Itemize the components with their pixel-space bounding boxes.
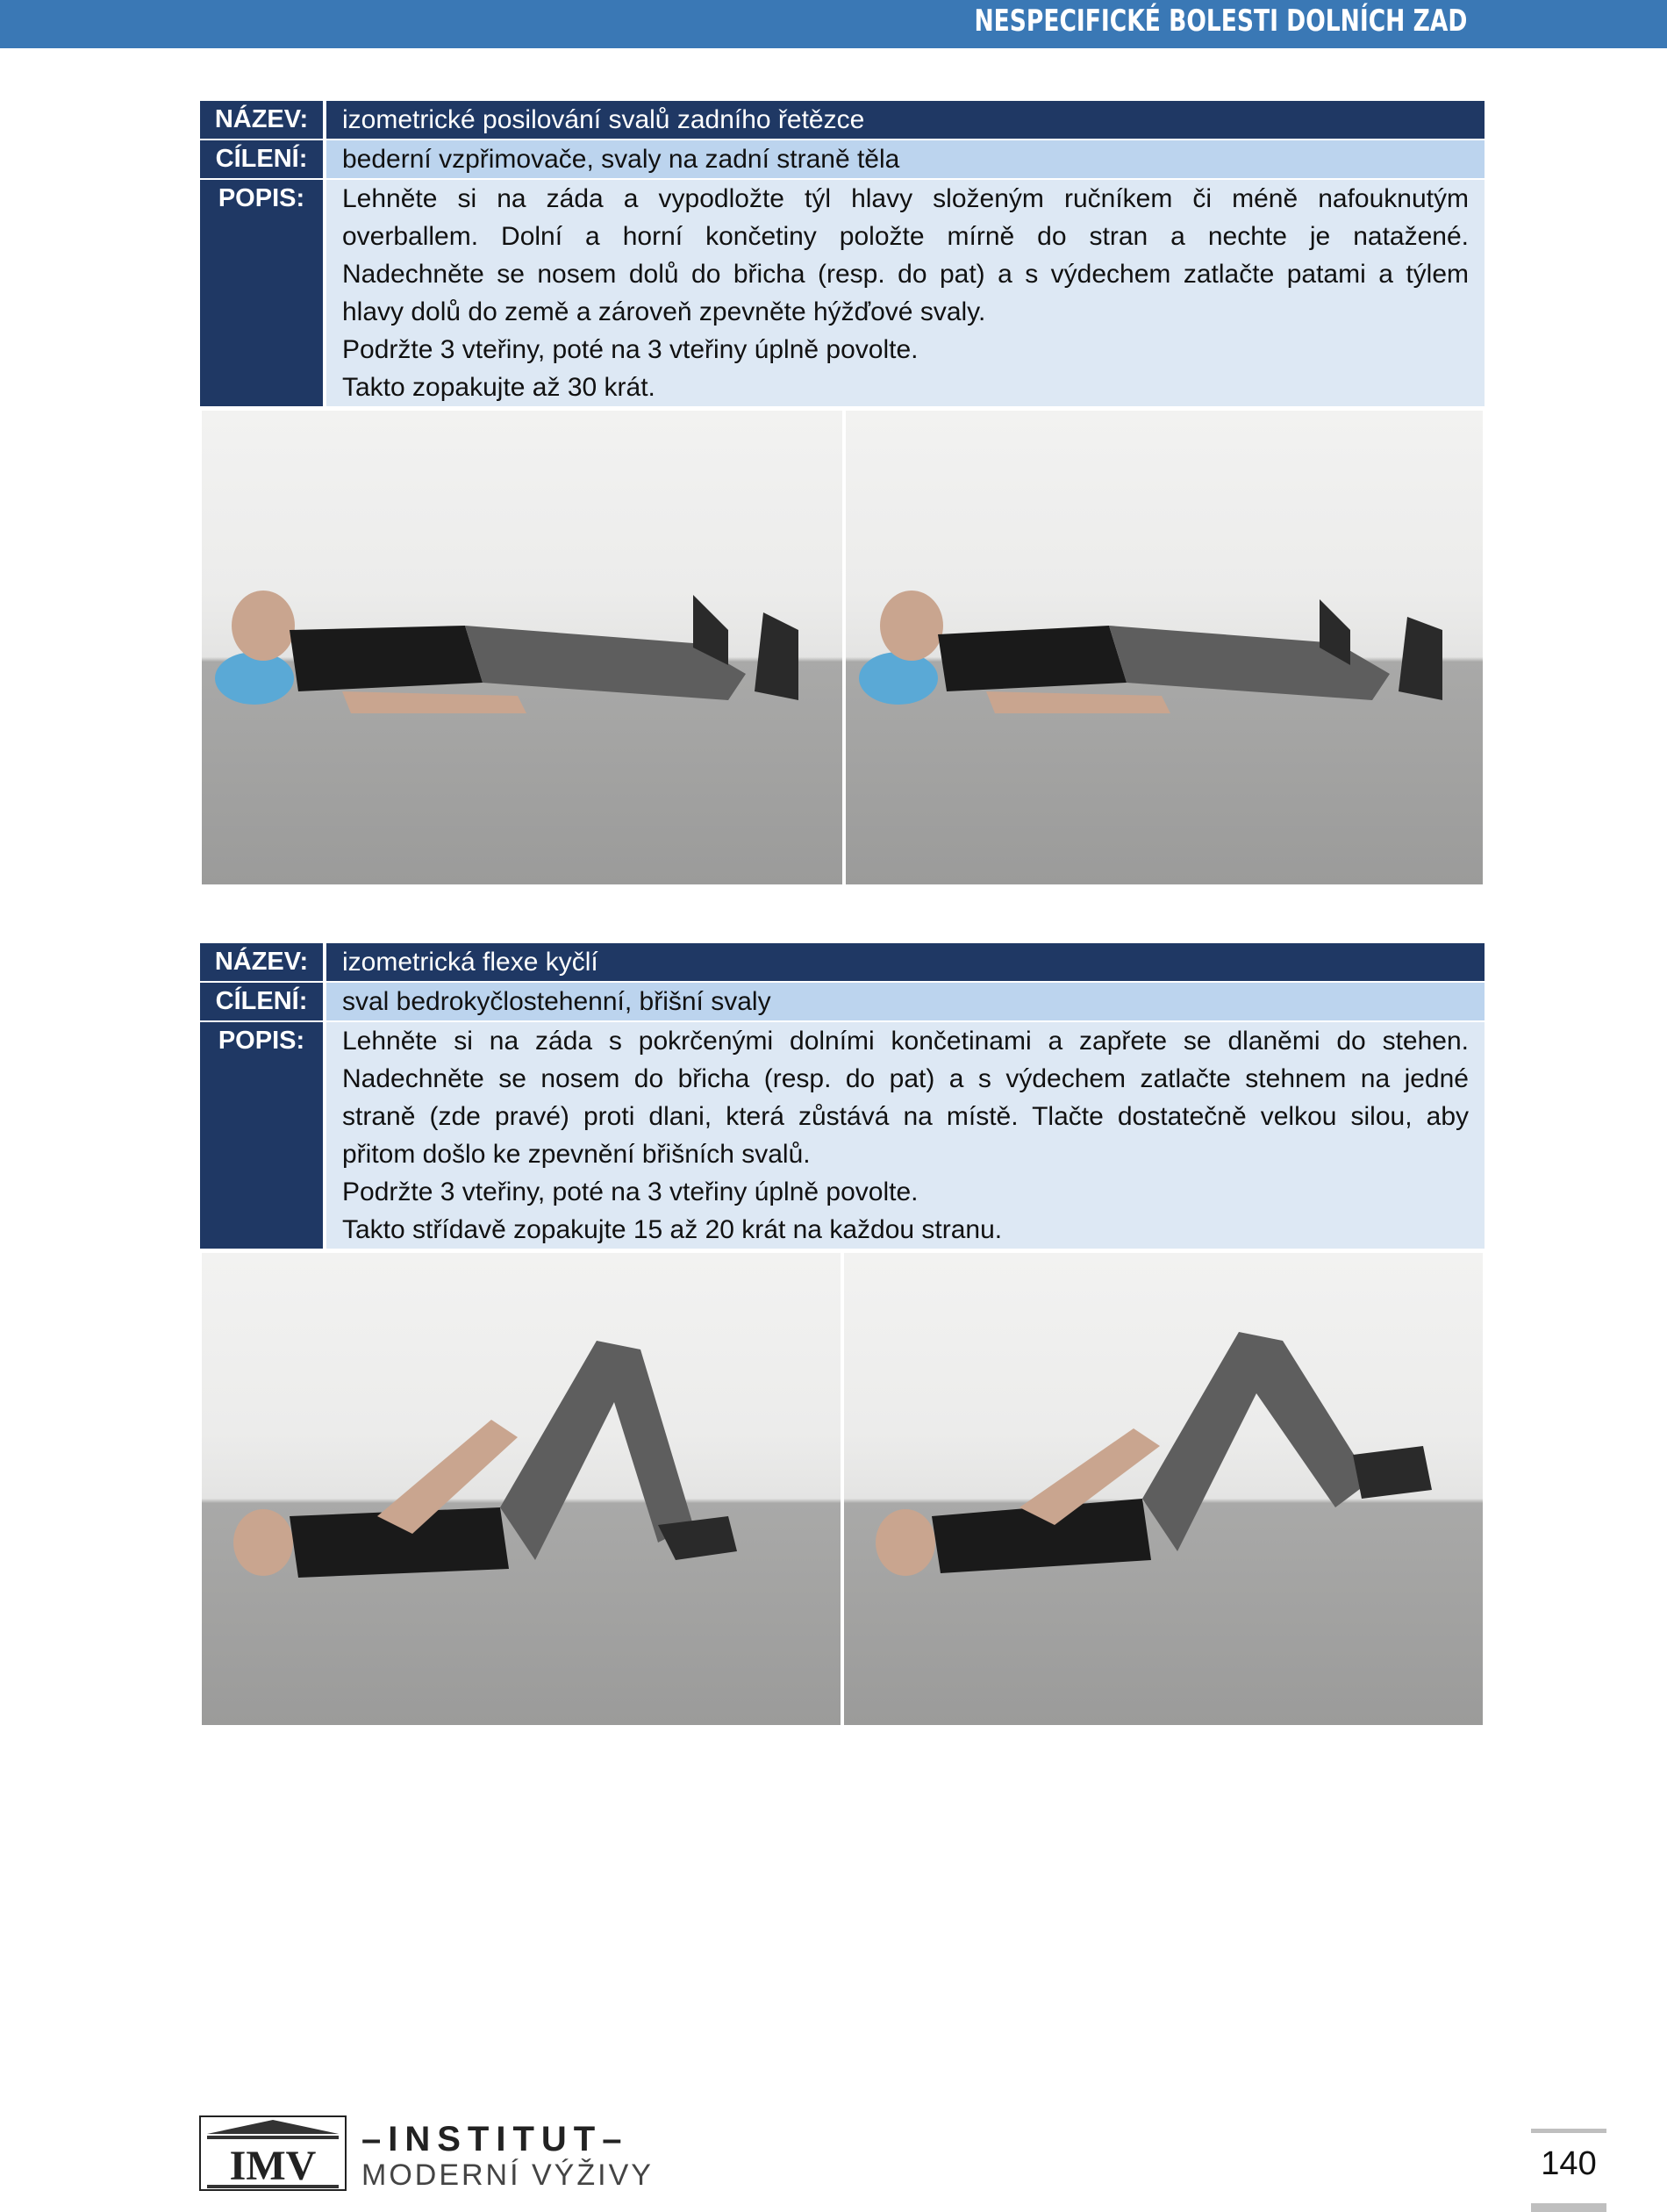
logo-line-1: –INSTITUT– [361, 2120, 629, 2158]
description-label: POPIS: [200, 1022, 323, 1249]
exercise-description [326, 1022, 1485, 1249]
exercise-2-photo-start [202, 1253, 841, 1725]
chapter-title: NESPECIFICKÉ BOLESTI DOLNÍCH ZAD [974, 4, 1467, 39]
description-line: straně (zde pravé) proti dlani, která zůstává na místě. Tlačte dostatečně velkou silou, aby [342, 1102, 1469, 1131]
person-lying-illustration [846, 411, 1483, 884]
exercise-1-photo-start [202, 411, 842, 884]
description-line: Nadechněte se nosem do břicha (resp. do pat) a s výdechem zatlačte stehnem na jedné [342, 1064, 1469, 1093]
exercise-name: izometrické posilování svalů zadního řetězce [326, 101, 1485, 139]
exercise-1-photo-end [846, 411, 1483, 884]
exercise-target: bederní vzpřimovače, svaly na zadní straně těla [326, 140, 1485, 178]
page-number: 140 [1531, 2129, 1606, 2212]
exercise-2-target-row [200, 983, 1485, 1020]
exercise-2-name-row [200, 943, 1485, 981]
person-knees-bent-illustration [844, 1253, 1483, 1725]
exercise-name: izometrická flexe kyčlí [326, 943, 1485, 981]
target-label: CÍLENÍ: [200, 983, 323, 1020]
description-line: Takto zopakujte až 30 krát. [342, 373, 655, 402]
exercise-description [326, 180, 1485, 406]
header-bar [0, 0, 1667, 48]
logo-letters: IMV [229, 2143, 317, 2189]
description-line: přitom došlo ke zpevnění břišních svalů. [342, 1140, 811, 1169]
exercise-target: sval bedrokyčlostehenní, břišní svaly [326, 983, 1485, 1020]
exercise-1-target-row [200, 140, 1485, 178]
exercise-2-photo-end [844, 1253, 1483, 1725]
exercise-1-description-row [200, 180, 1485, 406]
institute-logo [198, 2115, 658, 2192]
person-lying-illustration [202, 411, 842, 884]
description-line: overballem. Dolní a horní končetiny položte mírně do stran a nechte je natažené. [342, 222, 1469, 251]
exercise-1-name-row [200, 101, 1485, 139]
name-label: NÁZEV: [200, 943, 323, 981]
description-line: Podržte 3 vteřiny, poté na 3 vteřiny úplně povolte. [342, 335, 919, 364]
description-line: Lehněte si na záda a vypodložte týl hlavy složeným ručníkem či méně nafouknutým [342, 184, 1469, 213]
imv-logo-icon [198, 2115, 347, 2192]
name-label: NÁZEV: [200, 101, 323, 139]
description-line: Lehněte si na záda s pokrčenými dolními končetinami a zapřete se dlaněmi do stehen. [342, 1027, 1469, 1056]
logo-line-2: MODERNÍ VÝŽIVY [361, 2158, 654, 2192]
exercise-2-description-row [200, 1022, 1485, 1249]
description-line: Nadechněte se nosem dolů do břicha (resp. do pat) a s výdechem zatlačte patami a týlem [342, 260, 1469, 289]
description-line: hlavy dolů do země a zároveň zpevněte hýžďové svaly. [342, 297, 986, 326]
description-line: Takto střídavě zopakujte 15 až 20 krát na každou stranu. [342, 1215, 1003, 1244]
person-knees-bent-illustration [202, 1253, 841, 1725]
description-label: POPIS: [200, 180, 323, 406]
target-label: CÍLENÍ: [200, 140, 323, 178]
description-line: Podržte 3 vteřiny, poté na 3 vteřiny úplně povolte. [342, 1178, 919, 1206]
